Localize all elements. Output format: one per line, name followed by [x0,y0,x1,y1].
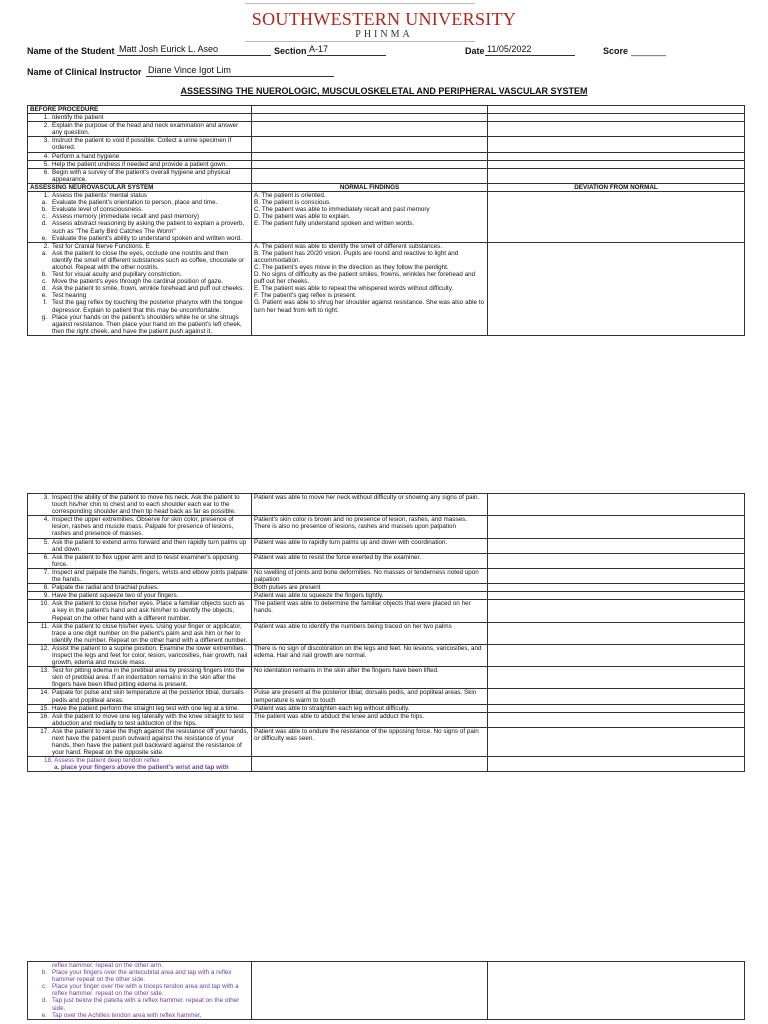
procedure-step: 12. Assist the patient to a supine position. Examine the lower extremities. Inspect the legs and feet for color, lesion, varicosities, hair growth, nail growth, edema and muscle mass. [28,644,252,666]
col-header-deviation: DEVIATION FROM NORMAL [488,183,745,191]
list-item: a. Evaluate the patient's orientation to person, place and time. [41,199,218,207]
table-row [28,757,745,772]
deviation-cell[interactable] [488,584,745,592]
table-row [28,114,745,122]
table-row [28,168,745,183]
deviation-cell[interactable] [488,553,745,568]
before-procedure-item: 3. Instruct the patient to void if possible. Collect a urine specimen if ordered. [28,137,252,152]
header-rule-bottom [245,41,475,42]
normal-finding-cell[interactable]: No swelling of joints and bone deformities. No masses or tenderness noted upon palpation [252,568,488,583]
normal-finding-cell[interactable]: There is no sign of discoloration on the legs and feet. No lesions, varicosities, and edema. Hair and nail growth are normal. [252,644,488,666]
deviation-cell[interactable] [488,644,745,666]
normal-finding-cell[interactable]: Patient's skin color is brown and no presence of lesion, rashes, and masses. There is also no presence of lesions, rashes and masses upon palpation [252,516,488,538]
list-item: d. Ask the patient to smile, frown, wrinkle forehead and puff out cheeks. [41,285,245,293]
table-row [28,962,745,1020]
procedure-step: 11. Ask the patient to close his/her eyes. Using your finger or applicator, trace a one digit number on the patient's palm and ask him or her to identify the number. Repeat on the other hand with a different number. [28,622,252,644]
instructor-field[interactable]: Diane Vince Igot Lim [146,65,334,77]
deviation-cell[interactable] [488,494,745,516]
deviation-cell[interactable] [488,568,745,583]
procedure-step: 8. Palpate the radial and brachial pulses. [28,584,252,592]
list-item: e. Evaluate the patient's ability to understand spoken and written word. [41,234,242,242]
normal-finding-cell[interactable]: Patient was able to resist the force exerted by the examiner. [252,553,488,568]
table-row [28,538,745,553]
deviation-cell[interactable] [488,592,745,600]
instructor-label: Name of Clinical Instructor [27,67,142,77]
procedure-step: 3. Inspect the ability of the patient to move his neck. Ask the patient to touch his/her chin to chest and to each shoulder each ear to the corresponding shoulder and then tip head back as far as possible. [28,494,252,516]
col-header-normal-findings: NORMAL FINDINGS [252,183,488,191]
assessment-table-part1 [27,105,745,336]
deep-tendon-reflex-findings[interactable] [252,962,488,1020]
deep-tendon-reflex-procedure: 18. Assess the patient deep tendon reflex a. place your fingers above the patient's wrist and tap with [28,757,252,772]
normal-finding-cell[interactable]: Patient was able to squeeze the fingers tightly. [252,592,488,600]
col-header-procedure: ASSESSING NEUROVASCULAR SYSTEM [28,183,252,191]
score-field[interactable]: _______ [631,46,667,56]
procedure-step: 7. Inspect and palpate the hands, fingers, wrists and elbow joints palpate the hands. [28,568,252,583]
before-procedure-item: 6. Begin with a survey of the patient's overall hygiene and physical appearance. [28,168,252,183]
list-item: e. Test hearing [41,292,87,300]
header-rule-top [245,3,475,4]
list-item: b. Place your fingers over the antecubital area and tap with a reflex hammer repeat on the other side. [41,969,232,984]
list-item: f. Test the gag reflex by touching the posterior pharynx with the tongue depressor. Explain to patient that this may be uncomfortable. [43,299,243,314]
list-item: b. Test for visual acuity and pupillary constriction. [41,271,182,279]
list-item: reflex hammer. repeat on the other arm. [52,962,163,969]
deviation-cell[interactable] [488,704,745,712]
deviation-cell[interactable] [488,757,745,772]
document-header [0,0,768,100]
student-name-field[interactable]: Matt Josh Eurick L. Aseo [117,44,271,56]
university-name: SOUTHWESTERN UNIVERSITY [251,9,517,29]
list-item: e. Tap over the Achilles tendon area with reflex hammer, [41,1011,202,1019]
deep-tendon-reflex-continued [28,962,252,1020]
cranial-nerve-title: Test for Cranial Nerve Functions. E [52,242,150,250]
normal-finding-cell[interactable]: Patient was able to rapidly turn palms up and down with coordination. [252,538,488,553]
mental-status-deviation[interactable] [488,192,745,243]
date-field[interactable]: 11/05/2022 [485,44,575,56]
before-procedure-item: 2. Explain the purpose of the head and neck examination and answer any question. [28,122,252,137]
normal-finding-cell[interactable]: No identation remains in the skin after the fingers have been lifted. [252,667,488,689]
table-row [28,727,745,756]
deviation-cell[interactable] [488,600,745,622]
deviation-cell[interactable] [488,622,745,644]
normal-finding-cell[interactable]: The patient was able to abduct the knee and adduct the hips. [252,712,488,727]
table-row [28,689,745,704]
assessment-table-part2 [27,493,745,772]
list-item: c. Place your finger over the with a triceps tendon area and tap with a reflex hammer. repeat on the other side. [42,983,239,998]
document-title: ASSESSING THE NUEROLOGIC, MUSCULOSKELETAL AND PERIPHERAL VASCULAR SYSTEM [180,86,588,96]
cranial-nerve-deviation[interactable] [488,242,745,335]
deviation-cell[interactable] [488,712,745,727]
deviation-cell[interactable] [488,667,745,689]
list-item: d. Assess abstract reasoning by asking the patient to explain a proverb, such as "The Early Bird Catches The Worm" [41,220,245,235]
table-row [28,704,745,712]
mental-status-findings[interactable]: A. The patient is oriented. B. The patient is conscious. C. The patient was able to immediately recall and past memory D. The patient was able to explain. E. The patient fully understand spoken and written words. [252,192,488,243]
list-item: d. Tap just below the patella with a reflex hammer. repeat on the other side. [41,997,240,1012]
procedure-step: 6. Ask the patient to flex upper arm and to resist examiner's opposing force. [28,553,252,568]
table-row [28,137,745,152]
table-row [28,106,745,114]
procedure-step: 13. Test for pitting edema in the pretibial area by pressing fingers into the skin of pretibial area. If an indentation remains in the skin after the fingers have been lifted pitting edema is present. [28,667,252,689]
table-row [28,553,745,568]
deviation-cell[interactable] [488,689,745,704]
table-row [28,568,745,583]
table-row [28,592,745,600]
procedure-step: 4. Inspect the upper extremities. Observe for skin color, presence of lesion, rashes and muscle mass. Palpate for presence of lesions, rashes and presence of masses. [28,516,252,538]
procedure-step: 15. Have the patient perform the straight leg test with one leg at a time. [28,704,252,712]
table-row [28,712,745,727]
normal-finding-cell[interactable]: Patient was able to endure the resistance of the opposing force. No signs of pain or difficulty was seen. [252,727,488,756]
table-row [28,622,745,644]
procedure-step: 17. Ask the patient to raise the thigh against the resistance off your hands, next have the patient push outward against the resistance of your hands, then have the patient pull backward against the resistance of your hand. Repeat on the opposite side. [28,727,252,756]
table-row [28,192,745,243]
normal-finding-cell[interactable]: Patient was able to move her neck without difficulty or showing any signs of pain. [252,494,488,516]
deviation-cell[interactable] [488,727,745,756]
before-procedure-header: BEFORE PROCEDURE [28,106,252,114]
section-field[interactable]: A-17 [307,44,386,56]
procedure-step: 16. Ask the patient to move one leg laterally with the knee straight to test abduction and medially to test adduction of the hips. [28,712,252,727]
before-procedure-item: 1. Identify the patient [28,114,252,122]
table-row [28,516,745,538]
table-row [28,160,745,168]
before-procedure-item: 4. Perform a hand hygiene [28,152,252,160]
deviation-cell[interactable] [488,538,745,553]
table-row [28,600,745,622]
deviation-cell[interactable] [488,516,745,538]
list-item: a. Ask the patient to close the eyes, occlude one nostrils and then identify the smell of different substances such as coffee, chocolate or alcohol. Repeat with the other nostrils. [41,249,244,271]
normal-finding-cell[interactable]: Pulse are present at the posterior tibial, dorsalis pedis, and popliteal areas. Skin temperature is warm to touch [252,689,488,704]
table-row [28,122,745,137]
mental-status-title: Assess the patients' mental status [52,192,148,200]
normal-finding-cell[interactable]: Patient was able to identify the numbers being traced on her two palms [252,622,488,644]
deep-tendon-reflex-deviation[interactable] [488,962,745,1020]
list-item: g. Place your hands on the patient's shoulders while he or she shrugs against resistance. Then place your hand on the patient's left cheek, then the right cheek, and have the patient push against it. [41,313,242,335]
normal-finding-cell[interactable]: The patient was able to determine the familiar objects that were placed on her hands. [252,600,488,622]
score-label: Score [603,46,629,56]
table-row [28,494,745,516]
cranial-nerve-procedure: 2. Test for Cranial Nerve Functions. E a. Ask the patient to close the eyes, occlude one nostrils and then identify the smell of different substances such as coffee, chocolate or alcohol. Repeat with the other nostrils. b. Test for visual acuity and pupillary constriction. c. Move the patient's eyes through the cardinal position of gaze. d. Ask the patient to smile, frown, wrinkle forehead and puff out cheeks. e. Test hearing f. Test the gag reflex by touching the posterior pharynx with the tongue depressor. Explain to patient that this may be uncomfortable. g. Place your hands on the patient's shoulders while he or she shrugs against resistance. Then place your hand on the patient's left cheek, then the right cheek, and have the patient push against it. [28,242,252,335]
normal-finding-cell[interactable]: Both pulses are present [252,584,488,592]
table-row [28,644,745,666]
mental-status-procedure: 1. Assess the patients' mental status a. Evaluate the patient's orientation to person, place and time. b. Evaluate level of consciousness. c. Assess memory (immediate recall and past memory) d. Assess abstract reasoning by asking the patient to explain a proverb, such as "The Early Bird Catches The Worm" e. Evaluate the patient's ability to understand spoken and written word. [28,192,252,243]
table-row [28,152,745,160]
procedure-step: 14. Palpate for pulse and skin temperature at the posterior tibial, dorsalis pedis and popliteal areas. [28,689,252,704]
table-row [28,667,745,689]
student-label: Name of the Student [27,46,115,56]
assessment-table-part3 [27,961,745,1020]
before-procedure-item: 5. Help the patient undress if needed and provide a patient gown. [28,160,252,168]
list-item: c. Move the patient's eyes through the cardinal position of gaze. [42,278,223,286]
procedure-step: 10. Ask the patient to close his/her eyes. Place a familiar objects such as a key in the patient's hand and ask him/her to identify the objects, Repeat on the other hand with a different number. [28,600,252,622]
procedure-step: 5. Ask the patient to extend arms forward and then rapidly turn palms up and down. [28,538,252,553]
table-row [28,584,745,592]
procedure-step: 9. Have the patient squeeze two of your fingers. [28,592,252,600]
university-subtitle: PHINMA [355,29,413,40]
table-header-row [28,183,745,191]
date-label: Date [465,46,485,56]
normal-finding-cell[interactable]: Patient was able to straighten each leg without difficulty. [252,704,488,712]
list-item: b. Evaluate level of consciousness. [41,206,144,214]
section-label: Section [274,46,307,56]
cranial-nerve-findings[interactable]: A. The patient was able to identify the smell of different substances. B. The patient has 20/20 vision. Pupils are round and reactive to light and accommodation. C. The patient's eyes move in the direction as they follow the penlight. D. No signs of difficulty as the patient smiles, frowns, wrinkles her forehead and puff out her cheeks. E. The patient was able to repeat the whispered words without difficulty. F. The patient's gag reflex is present. G. Patient was able to shrug her shoulder against resistance. She was also able to turn her head from left to right. [252,242,488,335]
table-row [28,242,745,335]
list-item: c. Assess memory (immediate recall and past memory) [42,213,199,221]
normal-finding-cell[interactable] [252,757,488,772]
